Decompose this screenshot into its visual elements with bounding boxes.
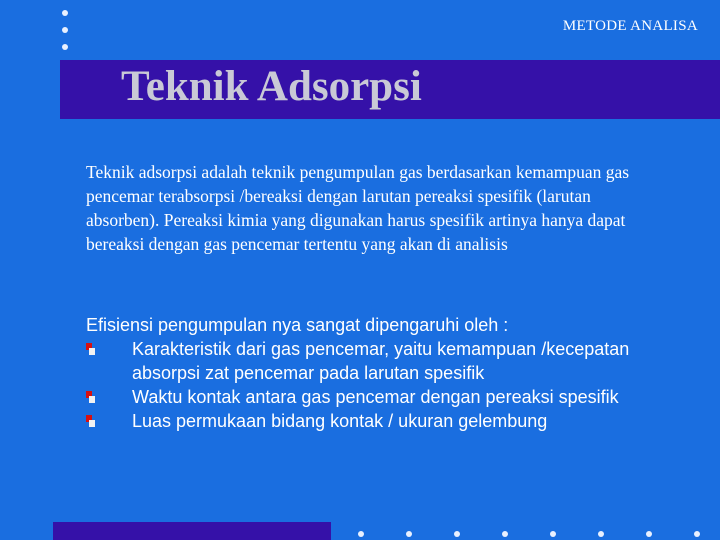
slide-title: Teknik Adsorpsi bbox=[121, 63, 422, 110]
list-item bbox=[86, 337, 686, 385]
decor-dot bbox=[62, 10, 68, 16]
decor-dot bbox=[62, 44, 68, 50]
bullet-icon bbox=[86, 391, 95, 403]
body-paragraph: Teknik adsorpsi adalah teknik pengumpulan gas berdasarkan kemampuan gas pencemar terabsorpsi /bereaksi dengan larutan pereaksi spesifik (larutan absorben). Pereaksi kimia yang digunakan harus spesifik artinya hanya dapat bereaksi dengan gas pencemar tertentu yang akan di analisis bbox=[86, 162, 630, 254]
decor-dot bbox=[694, 531, 700, 537]
list-item-text: Waktu kontak antara gas pencemar dengan pereaksi spesifik bbox=[132, 387, 619, 407]
decor-dot bbox=[454, 531, 460, 537]
list-intro: Efisiensi pengumpulan nya sangat dipengaruhi oleh : bbox=[86, 315, 509, 335]
section-header: METODE ANALISA bbox=[562, 18, 698, 34]
decor-dot bbox=[406, 531, 412, 537]
decor-dot bbox=[502, 531, 508, 537]
factor-list bbox=[86, 313, 686, 433]
decor-dot bbox=[646, 531, 652, 537]
decor-dot bbox=[62, 27, 68, 33]
bottom-band bbox=[53, 522, 331, 540]
bullet-icon bbox=[86, 343, 95, 355]
bullet-icon bbox=[86, 415, 95, 427]
decor-dot bbox=[550, 531, 556, 537]
list-item-text: Luas permukaan bidang kontak / ukuran gelembung bbox=[132, 411, 548, 431]
list-item bbox=[86, 409, 686, 433]
list-item bbox=[86, 385, 686, 409]
decor-dot bbox=[358, 531, 364, 537]
list-item-text: Karakteristik dari gas pencemar, yaitu kemampuan /kecepatan absorpsi zat pencemar pada larutan spesifik bbox=[132, 339, 630, 383]
decor-dot bbox=[598, 531, 604, 537]
